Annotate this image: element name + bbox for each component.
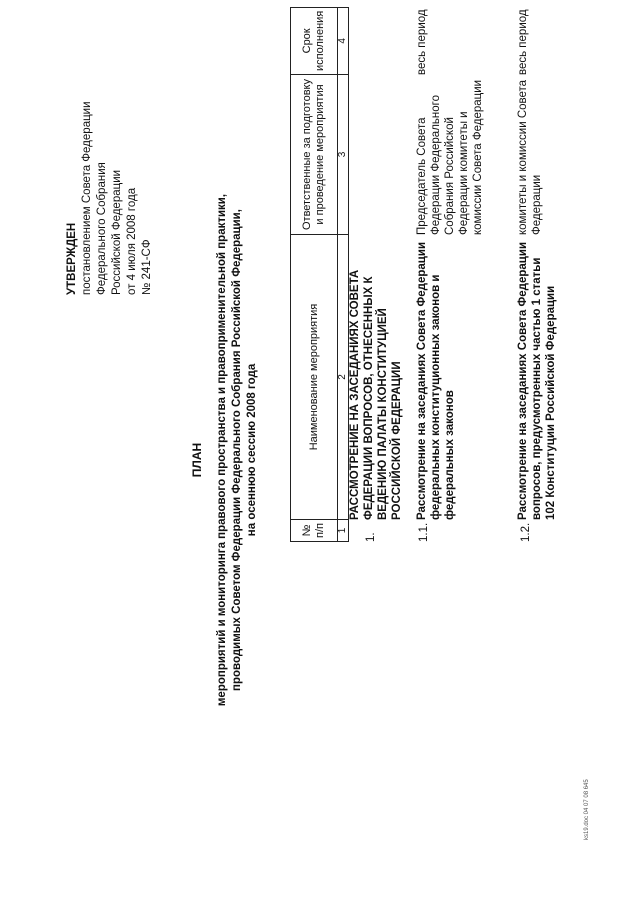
row-term: весь период <box>416 9 428 75</box>
document-title: ПЛАН <box>190 442 204 478</box>
row-number: 1.2. <box>520 522 532 542</box>
column-number: 1 <box>338 520 349 542</box>
subtitle-line: проводимых Советом Федерации Федерального Собрания Российской Федерации, <box>231 209 243 691</box>
header-number: № п/п <box>291 520 338 542</box>
approval-line: постановлением Совета Федерации <box>81 101 93 295</box>
approval-line: Федерального Собрания <box>96 162 108 295</box>
header-responsible: Ответственные за подготовку и проведение мероприятия <box>291 75 338 235</box>
subtitle-line: мероприятий и мониторинга правового пространства и правоприменительной практики, <box>216 193 228 707</box>
plan-table-header <box>290 7 349 542</box>
column-number: 2 <box>338 235 349 520</box>
row-name: РАССМОТРЕНИЕ НА ЗАСЕДАНИЯХ СОВЕТА ФЕДЕРАЦИИ ВОПРОСОВ, ОТНЕСЕННЫХ К ВЕДЕНИЮ ПАЛАТЫ КОНСТИТУЦИЕЙ РОССИЙСКОЙ ФЕДЕРАЦИИ <box>349 269 403 520</box>
row-number: 1. <box>365 532 377 542</box>
row-responsible: комитеты и комиссии Совета Федерации <box>517 79 543 235</box>
approval-line: № 241-СФ <box>141 239 153 295</box>
row-name: Рассмотрение на заседаниях Совета Федерации вопросов, предусмотренных частью 1 статьи 102 Конституции Российской Федерации <box>517 241 557 520</box>
approval-heading: УТВЕРЖДЕН <box>66 222 78 295</box>
row-term: весь период <box>517 9 529 75</box>
column-number: 3 <box>338 75 349 235</box>
approval-stamp <box>65 35 155 295</box>
approval-line: от 4 июля 2008 года <box>126 187 138 295</box>
header-name: Наименование мероприятия <box>291 235 338 520</box>
subtitle-line: на осеннюю сессию 2008 года <box>246 363 258 537</box>
row-name: Рассмотрение на заседаниях Совета Федерации федеральных конституционных законов и федеральных законов <box>416 241 456 520</box>
row-responsible: Председатель Совета Федерации Федерального Собрания Российской Федерации комитеты и комиссии Совета Федерации <box>416 79 484 235</box>
file-code: ks19.doc 04 07 08 645 <box>584 779 590 840</box>
approval-line: Российской Федерации <box>111 169 123 295</box>
row-number: 1.1. <box>418 522 430 542</box>
header-term: Срок исполнения <box>291 7 338 74</box>
document-subtitle <box>215 110 260 790</box>
column-number: 4 <box>338 7 349 74</box>
